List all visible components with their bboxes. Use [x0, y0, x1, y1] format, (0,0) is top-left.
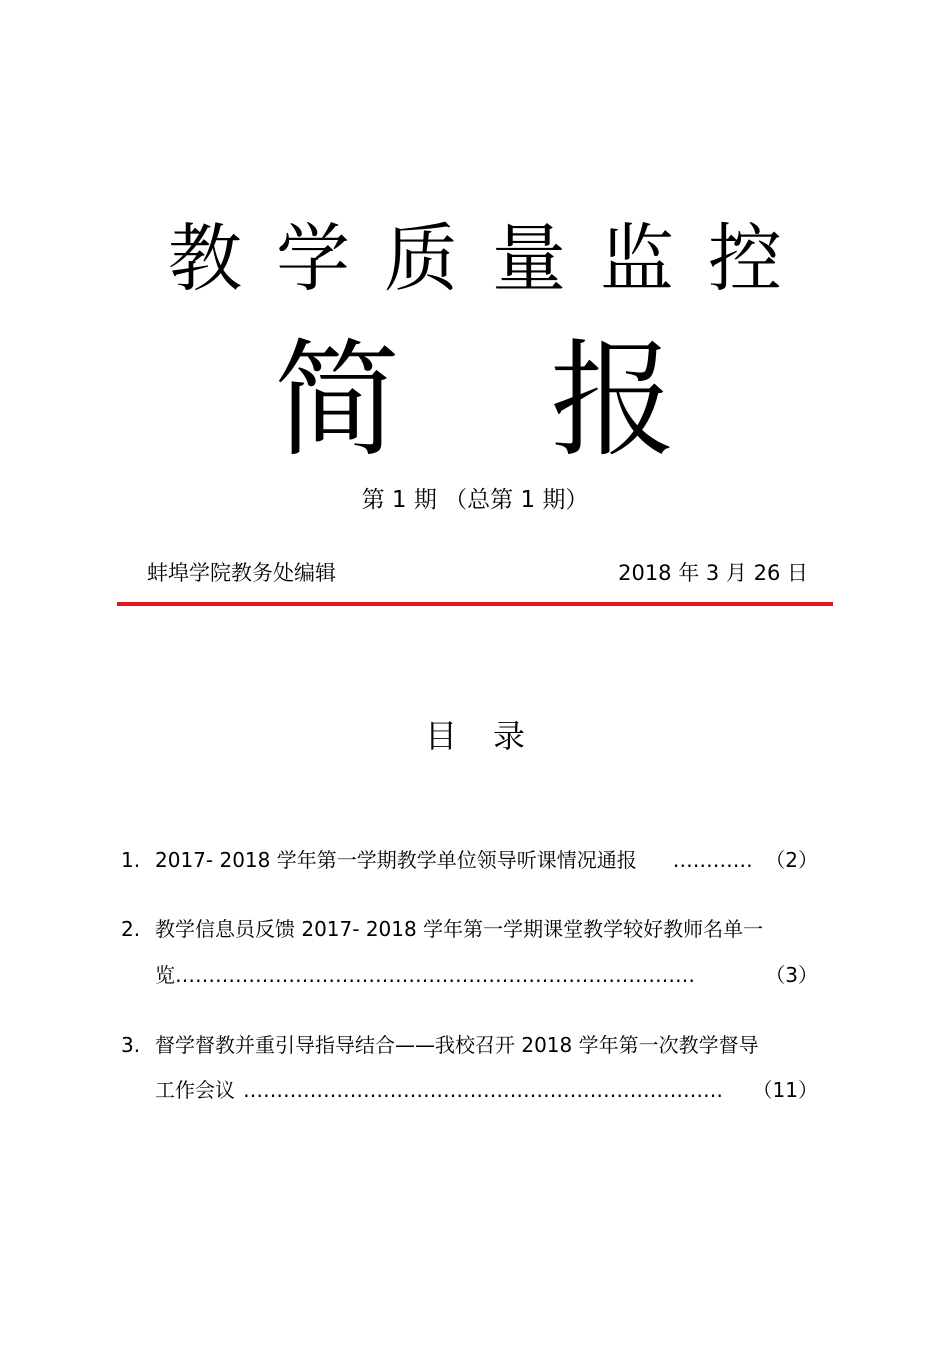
toc-item-number: 3. [121, 1033, 141, 1057]
toc-item-number: 2. [121, 917, 141, 941]
toc-item-leader: ………… [672, 848, 753, 872]
toc-title: 目录 [424, 717, 561, 755]
toc-item-title-text: 2017- 2018 学年第一学期教学单位领导听课情况通报 [155, 848, 637, 872]
toc-item-title-text: 工作会议 [155, 1078, 235, 1102]
toc-item-title-text: 览 [155, 963, 175, 987]
masthead-subtitle: 简报 [274, 327, 826, 474]
toc-item-title: 督学督教并重引导指导结合——我校召开 2018 学年第一次教学督导 [155, 1033, 759, 1057]
toc-item-title: 教学信息员反馈 2017- 2018 学年第一学期课堂教学较好教师名单一 [155, 917, 764, 941]
publish-date: 2018 年 3 月 26 日 [618, 561, 808, 585]
toc-item-page: （3） [765, 963, 818, 987]
toc-item-leader: …………………………………………………………………… [175, 963, 695, 987]
masthead-title: 教学质量监控 [168, 216, 816, 302]
toc-item-number: 1. [121, 848, 141, 872]
issue-number: 第 1 期 （总第 1 期） [361, 487, 589, 513]
toc-item-page: （11） [752, 1078, 818, 1102]
toc-item-title-continued [155, 1075, 723, 1105]
header-divider [117, 602, 833, 606]
toc-item-page: （2） [765, 848, 818, 872]
toc-item-title-continued [155, 960, 695, 990]
editor-credit: 蚌埠学院教务处编辑 [147, 561, 336, 585]
toc-item-title [155, 845, 753, 875]
toc-item-leader: ……………………………………………………………… [243, 1078, 723, 1102]
